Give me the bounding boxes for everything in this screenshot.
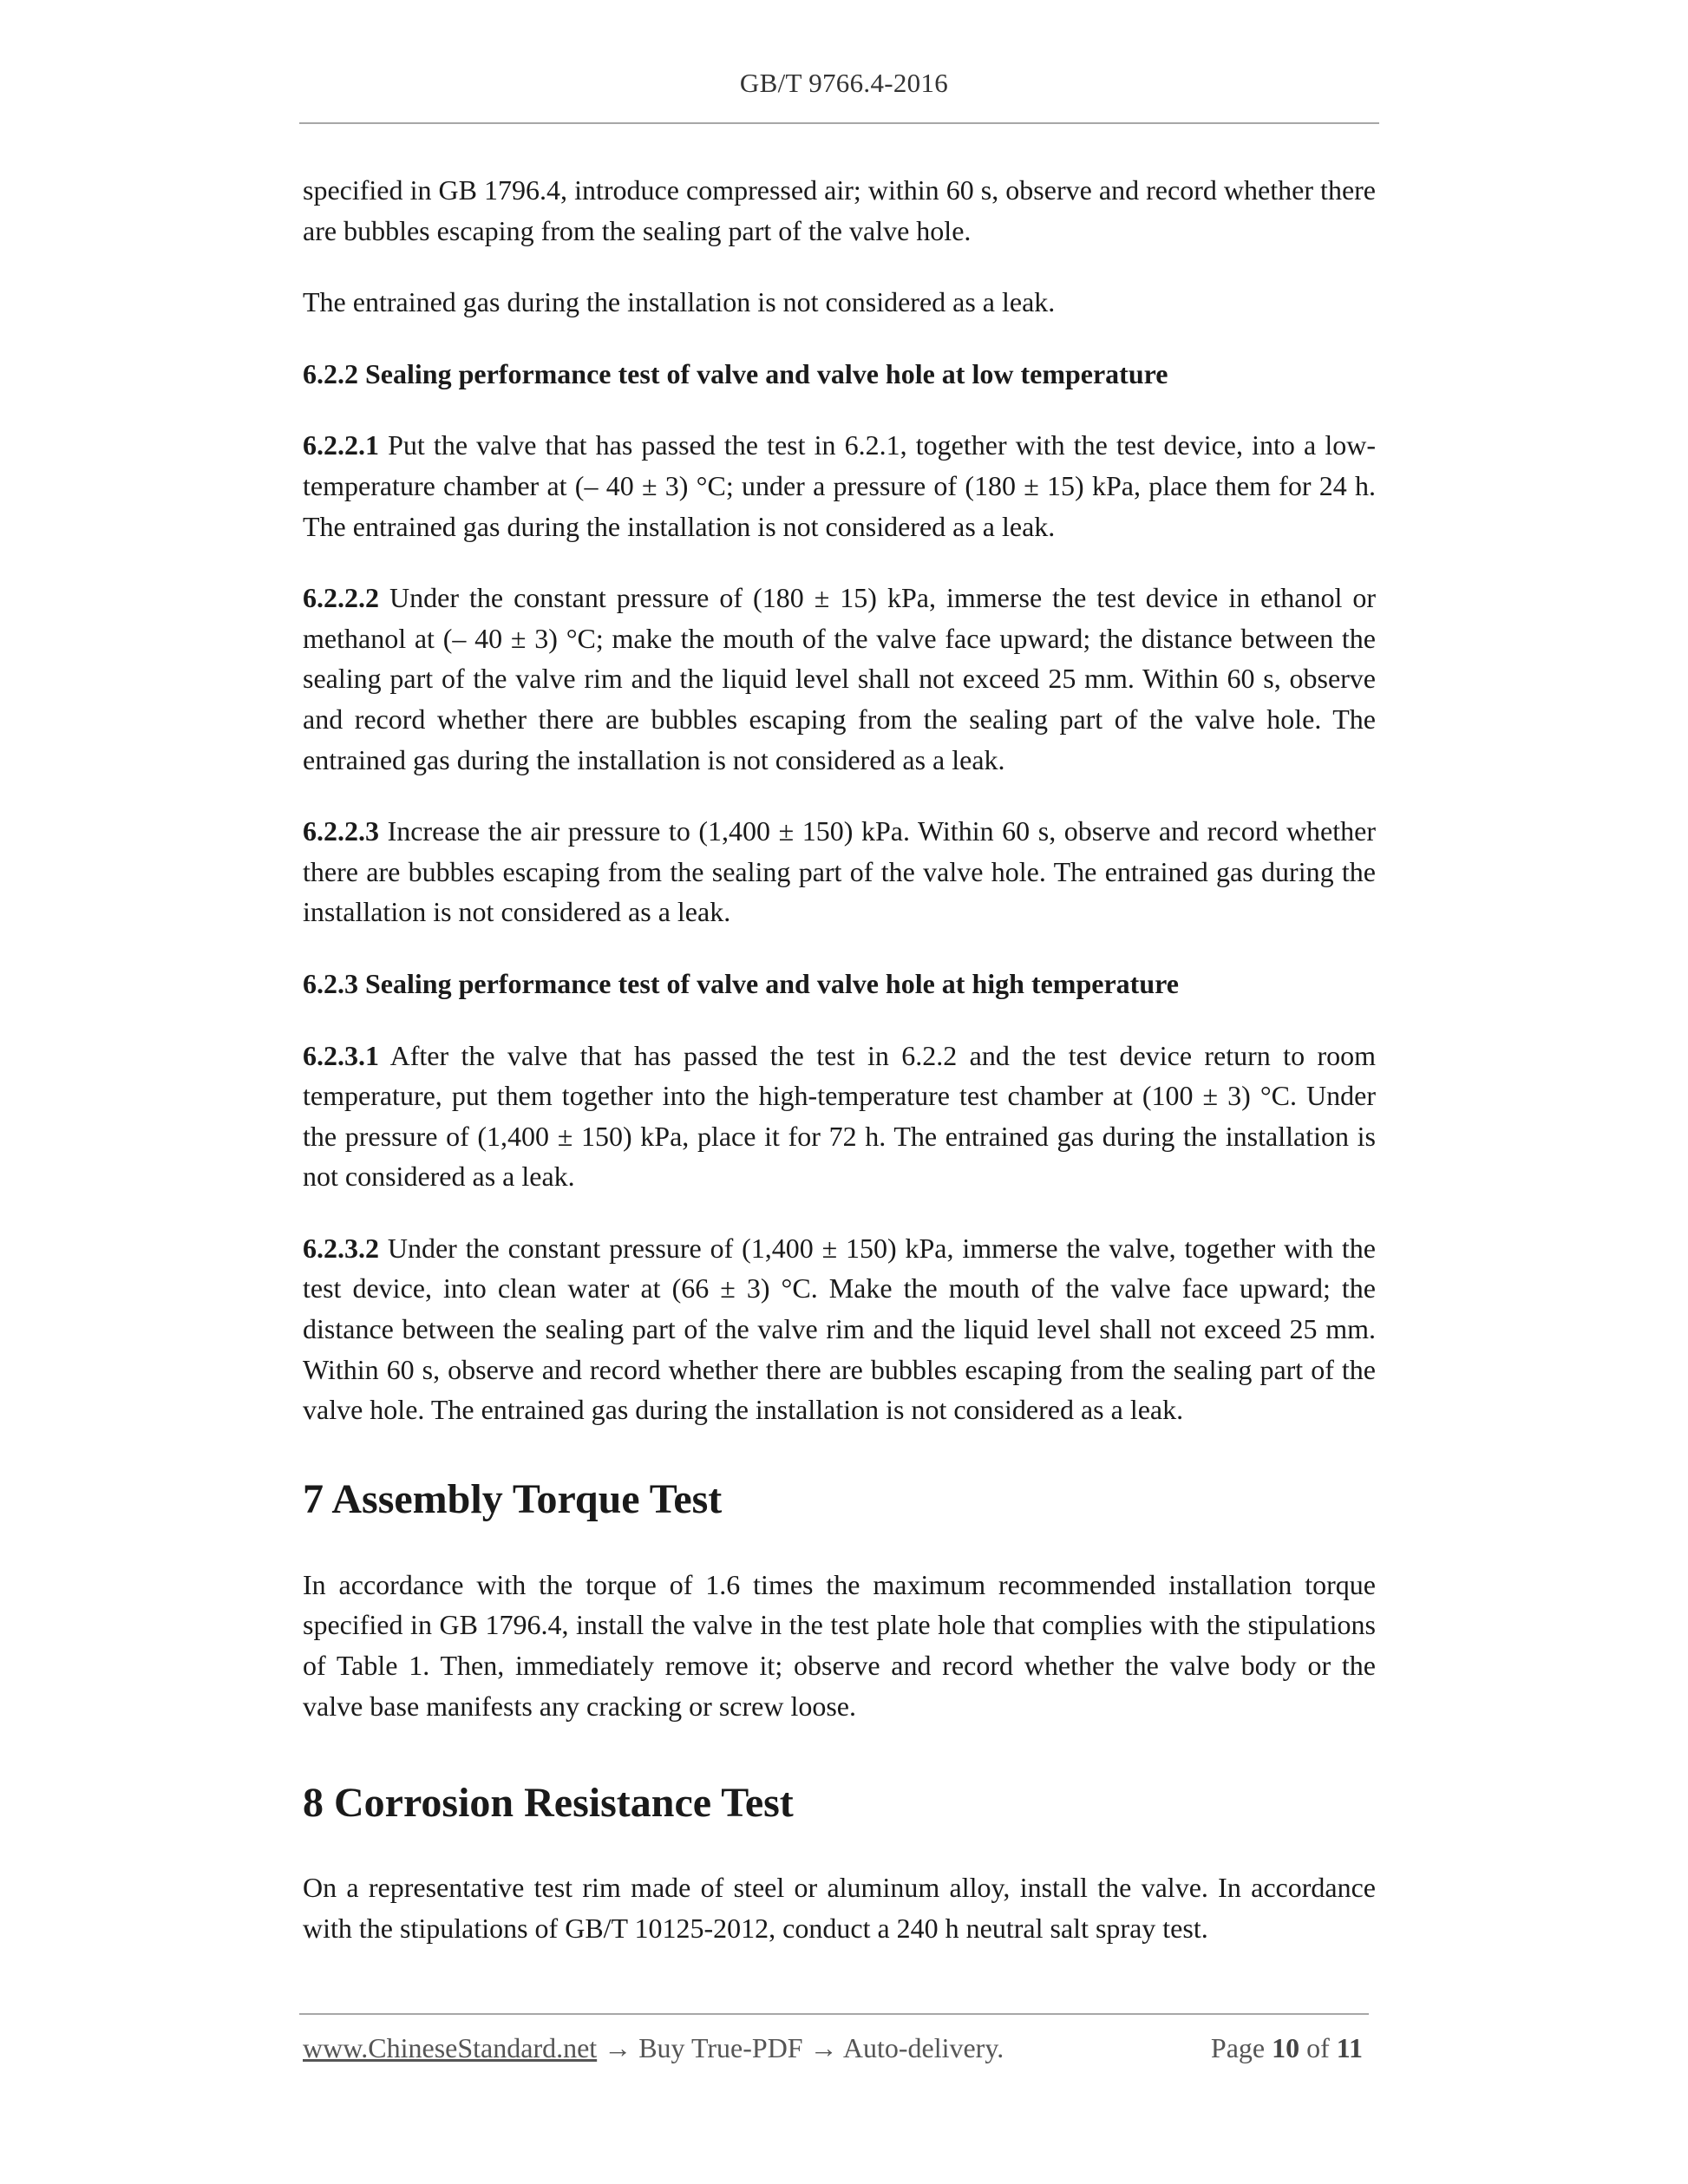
clause-6-2-2-2	[303, 578, 1376, 780]
document-body	[303, 170, 1376, 1948]
clause-text: Under the constant pressure of (180 ± 15) kPa, immerse the test device in ethanol or methanol at (– 40 ± 3) °C; make the mouth of the valve face upward; the distance between the sealing part of the valve rim and the liquid level shall not exceed 25 mm. Within 60 s, observe and record whether there are bubbles escaping from the sealing part of the valve hole. The entrained gas during the installation is not considered as a leak.	[303, 582, 1376, 775]
heading-6-2-2: 6.2.2 Sealing performance test of valve and valve hole at low temperature	[303, 357, 1168, 389]
clause-number: 6.2.3.2	[303, 1232, 379, 1264]
clause-6-2-2-1	[303, 425, 1376, 546]
section-heading-8: 8 Corrosion Resistance Test	[303, 1780, 794, 1827]
of-label: of	[1299, 2032, 1337, 2063]
clause-number: 6.2.3.1	[303, 1039, 379, 1071]
page-total: 11	[1336, 2032, 1363, 2063]
section-heading-7: 7 Assembly Torque Test	[303, 1475, 723, 1522]
clause-text: Increase the air pressure to (1,400 ± 150) kPa. Within 60 s, observe and record whether there are bubbles escaping from the sealing part of the valve hole. The entrained gas during the installation is not considered as a leak.	[303, 815, 1376, 928]
clause-text: After the valve that has passed the test in 6.2.2 and the test device return to room temperature, put them together into the high-temperature test chamber at (100 ± 3) °C. Under the pressure of (1,400 ± 150) kPa, place it for 72 h. The entrained gas during the installation is not considered as a leak.	[303, 1039, 1376, 1193]
site-link[interactable]: www.ChineseStandard.net	[303, 2032, 598, 2063]
page-label: Page	[1210, 2032, 1273, 2063]
page-number: 10	[1272, 2032, 1300, 2063]
paragraph-section-7: In accordance with the torque of 1.6 times the maximum recommended installation torque specified in GB 1796.4, install the valve in the test plate hole that complies with the stipulations of Table 1. Then, immediately remove it; observe and record whether the valve body or the valve base manifests any cracking or screw loose.	[303, 1568, 1376, 1722]
header-divider	[299, 122, 1379, 124]
footer-promo	[303, 2032, 1004, 2064]
clause-6-2-3-1	[303, 1036, 1376, 1197]
paragraph-intro-continuation: specified in GB 1796.4, introduce compressed air; within 60 s, observe and record whether there are bubbles escaping from the sealing part of the valve hole.	[303, 174, 1376, 246]
clause-number: 6.2.2.1	[303, 429, 379, 461]
clause-6-2-3-2	[303, 1228, 1376, 1430]
clause-number: 6.2.2.3	[303, 815, 379, 847]
footer-divider	[299, 2013, 1369, 2015]
paragraph-intro-note: The entrained gas during the installation is not considered as a leak.	[303, 286, 1056, 318]
document-header: GB/T 9766.4-2016	[739, 68, 949, 98]
clause-text: Put the valve that has passed the test in 6.2.1, together with the test device, into a low-temperature chamber at (– 40 ± 3) °C; under a pressure of (180 ± 15) kPa, place them for 24 h. The entrained gas during the installation is not considered as a leak.	[303, 429, 1376, 542]
clause-text: Under the constant pressure of (1,400 ± 150) kPa, immerse the valve, together with the test device, into clean water at (66 ± 3) °C. Make the mouth of the valve face upward; the distance between the sealing part of the valve rim and the liquid level shall not exceed 25 mm. Within 60 s, observe and record whether there are bubbles escaping from the sealing part of the valve hole. The entrained gas during the installation is not considered as a leak.	[303, 1232, 1376, 1426]
paragraph-section-8: On a representative test rim made of steel or aluminum alloy, install the valve. In accordance with the stipulations of GB/T 10125-2012, conduct a 240 h neutral salt spray test.	[303, 1872, 1376, 1944]
clause-number: 6.2.2.2	[303, 582, 379, 614]
clause-6-2-2-3	[303, 811, 1376, 932]
page-indicator	[1211, 2032, 1363, 2064]
page-footer	[303, 2032, 1370, 2072]
heading-6-2-3: 6.2.3 Sealing performance test of valve and valve hole at high temperature	[303, 967, 1179, 999]
footer-promo-text: → Buy True-PDF → Auto-delivery.	[597, 2032, 1004, 2063]
